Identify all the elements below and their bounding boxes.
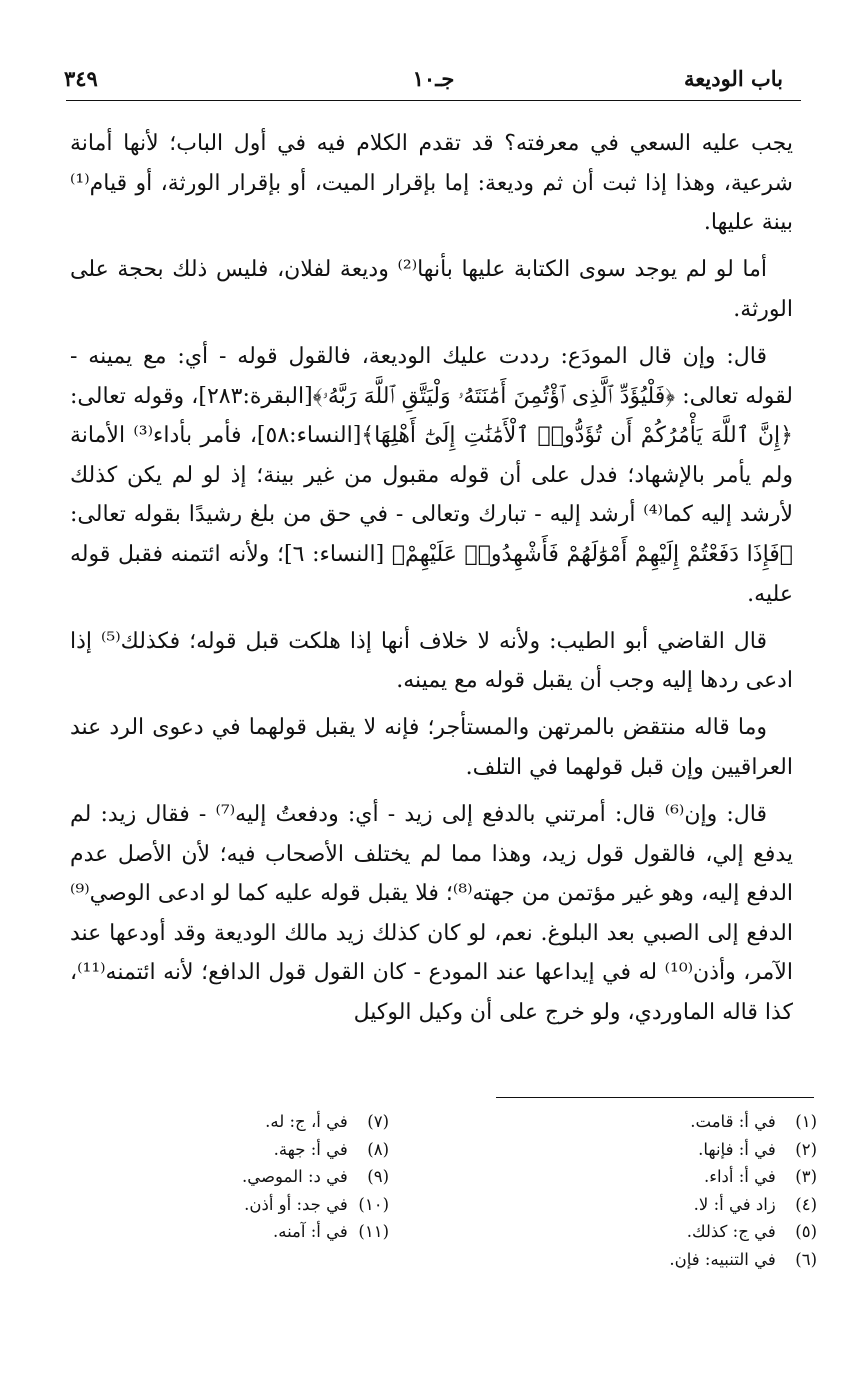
footnote-number: (٤): [795, 1194, 817, 1214]
paragraph: قال القاضي أبو الطيب: ولأنه لا خلاف أنها إذا هلكت قبل قوله؛ فكذلك⁽⁵⁾ إذا ادعى ردها إليه وجب أن يقبل قوله مع يمينه.: [70, 628, 793, 694]
footnote-number: (٧): [367, 1112, 389, 1131]
footnote: [99, 1218, 389, 1246]
footnotes-left-column: [99, 1108, 389, 1246]
footnote-number: (١٠): [358, 1194, 389, 1214]
footnote: [487, 1136, 817, 1164]
footnote-divider: [496, 1097, 814, 1098]
paragraph: يجب عليه السعي في معرفته؟ قد تقدم الكلام فيه في أول الباب؛ لأنها أمانة شرعية، وهذا إذا ثبت أن ثم وديعة: إما بإقرار الميت، أو بإقرار الورثة، أو قيام⁽¹⁾ بينة عليها.: [70, 131, 793, 236]
footnote-text: في أ: قامت.: [690, 1112, 776, 1131]
footnote-text: في جد: أو أذن.: [244, 1194, 348, 1214]
footnote-text: زاد في أ: لا.: [693, 1194, 776, 1214]
footnotes-right-column: [487, 1108, 817, 1273]
footnote: [99, 1191, 389, 1219]
running-header-volume: جـ١٠: [412, 66, 455, 91]
footnote-text: في ج: كذلك.: [686, 1222, 776, 1241]
footnote-number: (٩): [367, 1167, 389, 1186]
footnote-number: (٨): [367, 1139, 389, 1159]
footnote-text: في أ: جهة.: [273, 1139, 348, 1159]
paragraph: وما قاله منتقض بالمرتهن والمستأجر؛ فإنه لا يقبل قولهما في دعوى الرد عند العراقيين وإن قبل قولهما في التلف.: [70, 715, 793, 780]
footnote: [487, 1108, 817, 1136]
footnote-text: في أ: فإنها.: [698, 1139, 776, 1159]
footnote-text: في د: الموصي.: [242, 1167, 348, 1186]
footnote: [99, 1108, 389, 1136]
running-header-chapter: باب الوديعة: [684, 66, 783, 91]
paragraph: قال: وإن قال المودَع: رددت عليك الوديعة، فالقول قوله - أي: مع يمينه - لقوله تعالى: ﴿فَلْيُؤَدِّ ٱلَّذِى ٱؤْتُمِنَ أَمَٰنَتَهُۥ وَلْيَتَّقِ ٱللَّهَ رَبَّهُۥ﴾[البقرة:٢٨٣]، وقوله تعالى: ﴿إِنَّ ٱللَّهَ يَأْمُرُكُمْ أَن تُؤَدُّوا۟ ٱلْأَمَٰنَٰتِ إِلَىٰٓ أَهْلِهَا﴾[النساء:٥٨]، فأمر بأداء⁽³⁾ الأمانة ولم يأمر بالإشهاد؛ فدل على أن قوله مقبول من غير بينة؛ إذ لو لم يكن كذلك لأرشد إليه كما⁽⁴⁾ أرشد إليه - تبارك وتعالى - في حق من بلغ رشيدًا بقوله تعالى:﴿فَإِذَا دَفَعْتُمْ إِلَيْهِمْ أَمْوَٰلَهُمْ فَأَشْهِدُوا۟ عَلَيْهِمْ﴾ [النساء: ٦]؛ ولأنه ائتمنه فقبل قوله عليه.: [70, 343, 794, 607]
footnote-text: في أ: آمنه.: [272, 1222, 348, 1241]
footnote: [99, 1163, 389, 1191]
footnote-number: (١): [795, 1112, 817, 1131]
main-text: [70, 124, 793, 1040]
footnote-text: في أ: أداء.: [703, 1167, 776, 1186]
footnote: [487, 1246, 817, 1274]
footnote-number: (٥): [795, 1222, 817, 1241]
footnote: [99, 1136, 389, 1164]
footnote-number: (٢): [795, 1139, 817, 1159]
footnote-text: في أ، ج: له.: [265, 1112, 348, 1131]
paragraph: أما لو لم يوجد سوى الكتابة عليها بأنها⁽²⁾ وديعة لفلان، فليس ذلك بحجة على الورثة.: [70, 257, 793, 322]
paragraph: قال: وإن⁽⁶⁾ قال: أمرتني بالدفع إلى زيد - أي: ودفعتُ إليه⁽⁷⁾ - فقال زيد: لم يدفع إلي، فالقول قول زيد، وهذا مما لم يختلف الأصحاب فيه؛ لأن الأصل عدم الدفع إليه، وهو غير مؤتمن من جهته⁽⁸⁾؛ فلا يقبل قوله عليه كما لو ادعى الوصي⁽⁹⁾ الدفع إلى الصبي بعد البلوغ. نعم، لو كان كذلك زيد مالك الوديعة وقد أودعها عند الآمر، وأذن⁽¹⁰⁾ له في إيداعها عند المودع - كان القول قول الدافع؛ لأنه ائتمنه⁽¹¹⁾، كذا قاله الماوردي، ولو خرج على أن وكيل الوكيل: [70, 802, 794, 1025]
header-divider: [66, 100, 801, 101]
footnote-number: (٣): [795, 1167, 817, 1186]
footnote: [487, 1218, 817, 1246]
footnote-number: (٦): [795, 1249, 817, 1269]
footnote: [487, 1191, 817, 1219]
footnote-number: (١١): [358, 1222, 389, 1241]
page-number: ٣٤٩: [64, 66, 98, 91]
footnote-text: في التنبيه: فإن.: [669, 1249, 776, 1269]
footnote: [487, 1163, 817, 1191]
